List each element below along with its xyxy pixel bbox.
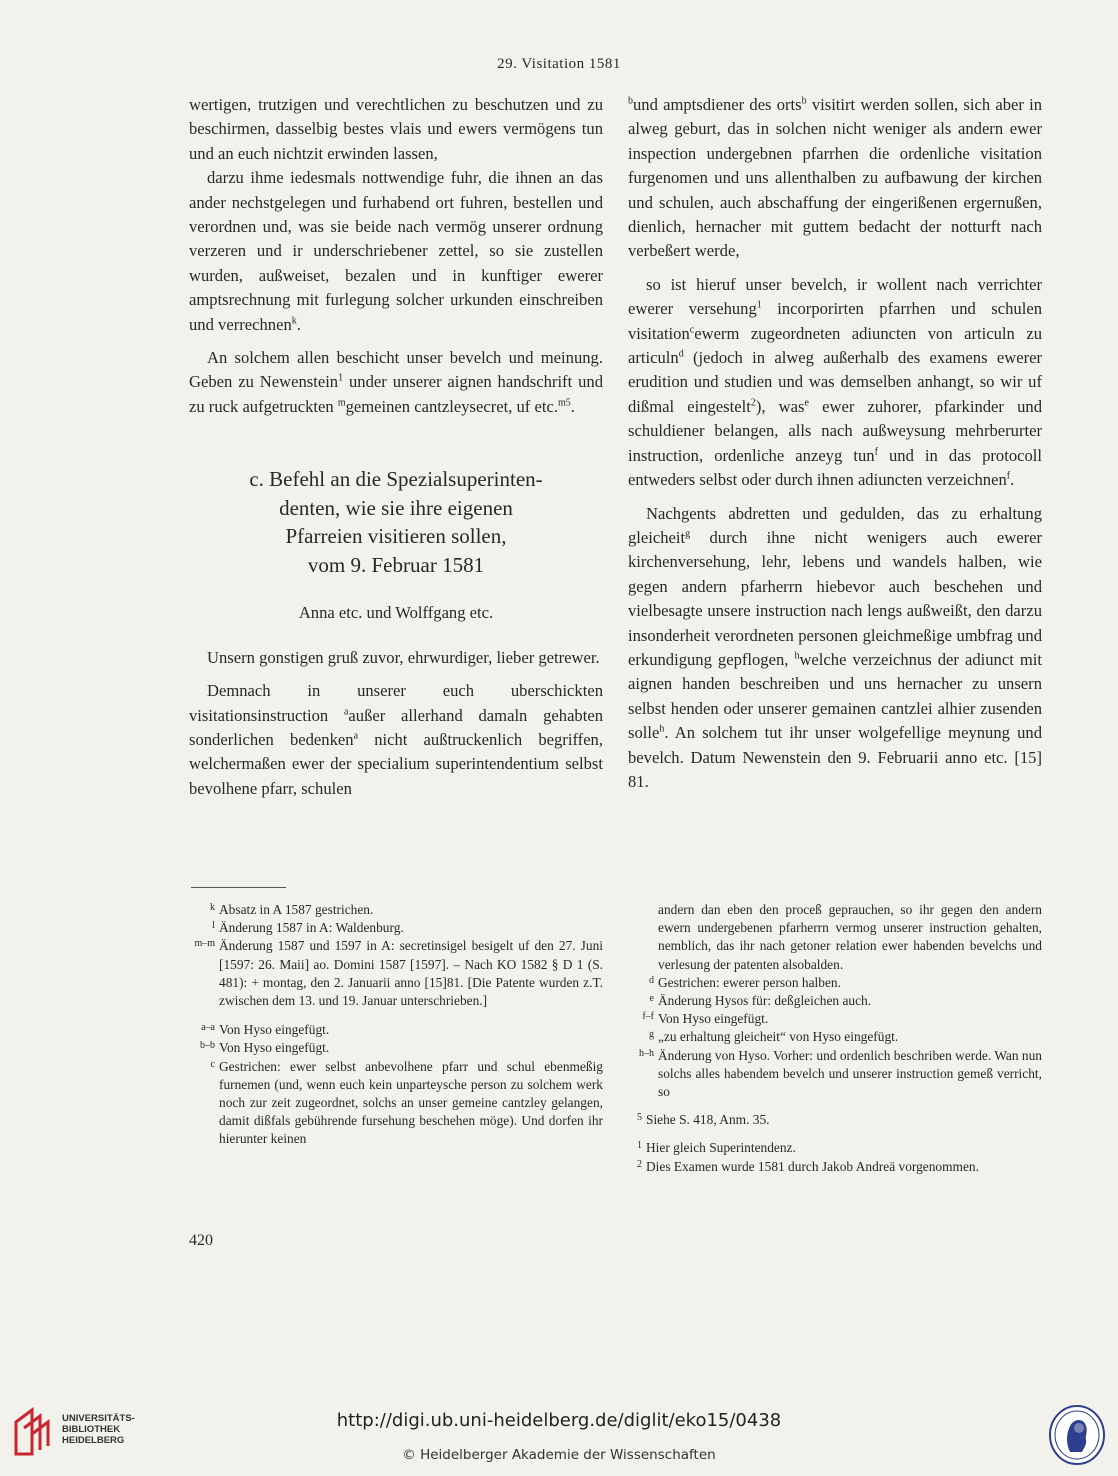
page-number: 420: [189, 1232, 213, 1249]
footnote: 2 Dies Examen wurde 1581 durch Jakob Andreä vorgenommen.: [637, 1158, 979, 1174]
footnote: 5 Siehe S. 418, Anm. 35.: [637, 1112, 770, 1128]
paragraph: $^b$und amptsdiener des orts$^b$ visitirt werden sollen, sich aber in alweg geburt, das in solchen nicht weniger als andern ewer inspection undergebnen pfarrhen die ordenliche visitation furgenomen und uns allenthalben zu aufbawung der kirchen und schulen, auch abschaffung der eingerißenen ergernußen, dienlich, hernacher mit guttem bedacht der notturft nach verbeßert werde,: [628, 95, 1042, 261]
footnotes-right: [628, 901, 1042, 1176]
footnotes-left: [189, 901, 603, 1149]
footnote: 1 Hier gleich Superintendenz.: [637, 1140, 796, 1156]
viewer-footer: [0, 1396, 1118, 1476]
footnote: d Gestrichen: ewerer person halben.: [649, 974, 841, 990]
paragraph: so ist hieruf unser bevelch, ir wollent nach verrichter ewerer versehung$^1$ incorporirten pfarrhen und schulen visitation$^c$ewerm zugeordneten adiuncten von articuln zu articuln$^d$ (jedoch in alweg außerhalb des examens ewerer erudition und studien und was demselben anhangt, so wir uf dißmal eingestelt$^2$), was$^e$ ewer zuhorer, pfarkinder und schuldiener belangen, alls nach außweysung mehrberurter instruction, ordenliche anzeyg tun$^f$ und in das protocoll entweders selbst oder durch ihnen adiuncten verzeichnen$^f$.: [628, 274, 1043, 490]
salutation: Anna etc. und Wolffgang etc.: [298, 603, 494, 623]
paragraph: An solchem allen beschicht unser bevelch und meinung. Geben zu Newenstein$^1$ under unserer aignen handschrift und zu ruck aufgetruckten $^m$gemeinen cantzleysecret, uf etc.$^{m5}$.: [189, 348, 603, 416]
paragraph: Demnach in unserer euch uberschickten visitationsinstruction $^a$außer allerhand damaln gehabten sonderlichen bedenken$^a$ nicht außtruckenlich begriffen, welchermaßen ewer der specialium superintendentium selbst bevolhene pfarr, schulen: [189, 681, 604, 798]
footnote: f–f Von Hyso eingefügt.: [642, 1011, 769, 1027]
footnote: k Absatz in A 1587 gestrichen.: [210, 902, 374, 917]
footnote: e Änderung Hysos für: deßgleichen auch.: [649, 993, 872, 1009]
right-column: [628, 93, 1042, 794]
copyright-notice: © Heidelberger Akademie der Wissenschaften: [402, 1447, 716, 1463]
paragraph: wertigen, trutzigen und verechtlichen zu beschutzen und zu beschirmen, dasselbig bestes vlais und ewers vermögens tun und an euch nichtzit erwinden lassen,: [189, 95, 603, 163]
paragraph: Unsern gonstigen gruß zuvor, ehrwurdiger, lieber getrewer.: [207, 647, 600, 667]
footnote: h–h Änderung von Hyso. Vorher: und ordenlich beschriben werde. Wan nun solchs alles habendem bevelch und unserer instruction gemeß verricht, so: [639, 1047, 1042, 1100]
section-heading: c. Befehl an die Spezialsuperinten- denten, wie sie ihre eigenen Pfarreien visitieren sollen, vom 9. Februar 1581: [249, 467, 543, 577]
footnote: g „zu erhaltung gleicheit“ von Hyso eingefügt.: [649, 1029, 899, 1045]
footnote-rule: [191, 887, 286, 888]
library-name: UNIVERSITÄTS- BIBLIOTHEK HEIDELBERG: [62, 1413, 135, 1446]
footnote: c Gestrichen: ewer selbst anbevolhene pfarr und schul ebenmeßig furnemen (und, wenn euch kein unparteysche person zu solchem werk noch zur zeit zugeordnet, solchs an unser gemeine cantzley gelangen, damit dißfals gebührende fursehung beschehen möge). Und dorfen ihr hierunter keinen: [210, 1058, 603, 1147]
academy-seal-icon: [1048, 1404, 1106, 1466]
footnote: m–m Änderung 1587 und 1597 in A: secretinsigel besigelt uf den 27. Juni [1597: 26. Maii] ao. Domini 1587 [1597]. – Nach KO 1582 § D 1 (S. 481): + montag, den 2. Januarii anno [15]81. [Die Patente wurden z.T. zwischen dem 13. und 19. Januar unterschrieben.]: [194, 938, 603, 1009]
footnote: l Änderung 1587 in A: Waldenburg.: [212, 920, 404, 936]
footnote: b–b Von Hyso eingefügt.: [200, 1040, 330, 1056]
paragraph: Nachgents abdretten und gedulden, das zu erhaltung gleicheit$^g$ durch ihne nicht wenigers auch ewerer kirchenversehung, lehr, lebens und wandels halben, wie gegen andern pfarherrn hiebevor auch beschehen und vielbesagte unsere instruction nach lengs außweißt, den darzu insonderheit verordneten personen gleichmeßige umbfrag und erkundigung gepflogen, $^h$welche verzeichnus der adiunct mit aignen handen beschreiben und uns hernacher zu unsern selbst henden oder unserer gemainen cantzlei alhier zusenden solle$^h$. An solchem tut ihr unser wolgefellige meynung und bevelch. Datum Newenstein den 9. Februarii anno etc. [15] 81.: [628, 503, 1042, 791]
footnote-continuation: andern dan eben den proceß geprauchen, so ihr gegen den andern ewern undergebenen pfarherrn vermog unserer instruction gehalten, nemblich, das ihr nach getoner relation ewer habenden bevelchs und verlesung der patenten alsobalden.: [658, 902, 1042, 972]
footnote: a–a Von Hyso eingefügt.: [201, 1022, 330, 1038]
running-head: 29. Visitation 1581: [497, 56, 621, 72]
left-column: [189, 93, 603, 801]
permalink-url[interactable]: http://digi.ub.uni-heidelberg.de/diglit/eko15/0438: [336, 1410, 782, 1431]
paragraph: darzu ihme iedesmals nottwendige fuhr, die ihnen an das ander nechstgelegen und furhabend ort fuhren, bestellen und verordnen und, was sie beide nach vermög unserer ordnung verzeren und ir underschriebener zettel, so sie zustellen wurden, außweiset, bezalen und in kunftiger ewerer amptsrechnung mit furlegung solcher urkunden einschreiben und verrechnen$^k$.: [189, 168, 603, 334]
